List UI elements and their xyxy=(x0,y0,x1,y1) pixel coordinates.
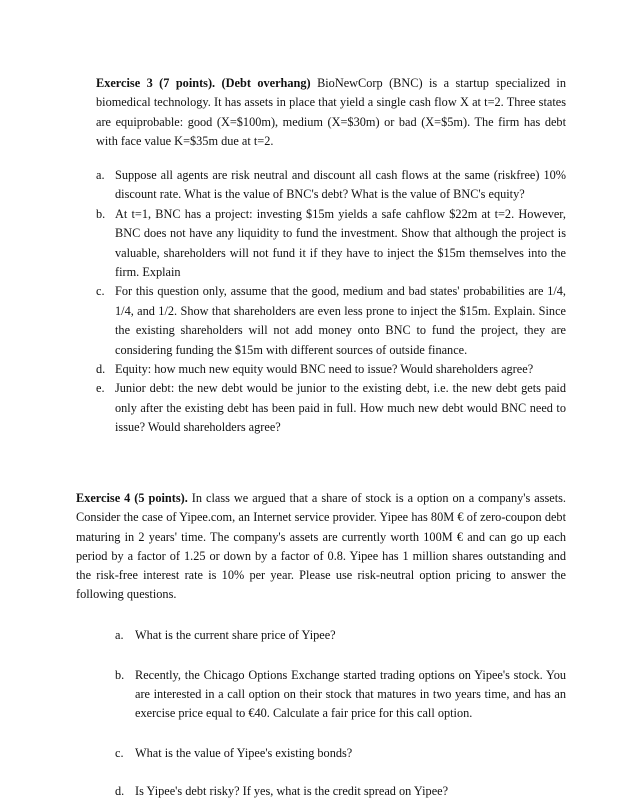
question-text: Equity: how much new equity would BNC need to issue? Would shareholders agree? xyxy=(115,362,534,377)
question-marker: b. xyxy=(96,206,106,221)
question-text: Recently, the Chicago Options Exchange started trading options on Yipee's stock. You are interested in a call option on their stock that matures in two years time, and has an exercise price equal to €40. Calculate a fair price for this call option. xyxy=(135,668,566,720)
exercise-4-title: Exercise 4 (5 points). xyxy=(76,491,188,505)
question-marker: a. xyxy=(115,628,124,642)
exercise-4-question-d xyxy=(115,782,566,801)
question-marker: d. xyxy=(115,784,125,798)
question-marker: a. xyxy=(96,168,105,182)
question-text: Is Yipee's debt risky? If yes, what is the credit spread on Yipee? xyxy=(135,784,449,798)
exercise-4-question-list xyxy=(115,626,566,801)
question-text: Junior debt: the new debt would be junior to the existing debt, i.e. the new debt gets paid only after the existing debt has been paid in full. How much new debt would BNC need to issue? Would shareholders agree? xyxy=(115,381,566,435)
exercise-4-question-b xyxy=(115,666,566,723)
exercise-4-question-a xyxy=(115,626,566,645)
exercise-3-intro xyxy=(96,74,566,151)
question-text: What is the value of Yipee's existing bonds? xyxy=(135,746,353,760)
exercise-3-question-c xyxy=(96,282,566,360)
exercise-4-question-c xyxy=(115,744,566,763)
question-text: For this question only, assume that the good, medium and bad states' probabilities are 1/4, 1/4, and 1/2. Show that shareholders are even less prone to inject the $15m. Explain. Since the existing shareholders will not add money onto BNC to fund the project, they are considering funding the $15m with different sources of outside finance. xyxy=(115,284,566,357)
question-marker: c. xyxy=(96,284,105,299)
exercise-3-body: BioNewCorp (BNC) is a startup specialized in biomedical technology. It has assets in place that yield a single cash flow X at t=2. Three states are equiprobable: good (X=$100m), medium (X=$30m) or bad (X=$5m). The firm has debt with face value K=$35m due at t=2. xyxy=(96,76,566,148)
exercise-3-question-d xyxy=(96,360,566,379)
question-marker: d. xyxy=(96,362,106,377)
exercise-3-question-list xyxy=(96,166,566,438)
question-text: At t=1, BNC has a project: investing $15m yields a safe cahflow $22m at t=2. However, BNC does not have any liquidity to fund the investment. Show that although the project is valuable, shareholders will not fund it if they have to inject the $15m themselves into the firm. Explain xyxy=(115,206,566,280)
exercise-3-title: Exercise 3 (7 points). (Debt overhang) xyxy=(96,76,311,90)
exercise-4-intro xyxy=(76,489,566,605)
exercise-3-question-a xyxy=(96,166,566,205)
question-text: Suppose all agents are risk neutral and discount all cash flows at the same (riskfree) 10% discount rate. What is the value of BNC's debt? What is the value of BNC's equity? xyxy=(115,168,566,202)
exercise-4-body: In class we argued that a share of stock is a option on a company's assets. Consider the case of Yipee.com, an Internet service provider. Yipee has 80M € of zero-coupon debt maturing in 2 years' time. The company's assets are currently worth 100M € and can go up each period by a factor of 1.25 or down by a factor of 0.8. Yipee has 1 million shares outstanding and the risk-free interest rate is 10% per year. Please use risk-neutral option pricing to answer the following questions. xyxy=(76,491,566,602)
exercise-3-question-e xyxy=(96,379,566,437)
exercise-3-question-b xyxy=(96,205,566,283)
question-text: What is the current share price of Yipee? xyxy=(135,628,336,642)
question-marker: c. xyxy=(115,746,124,760)
question-marker: b. xyxy=(115,668,125,682)
question-marker: e. xyxy=(96,381,105,396)
